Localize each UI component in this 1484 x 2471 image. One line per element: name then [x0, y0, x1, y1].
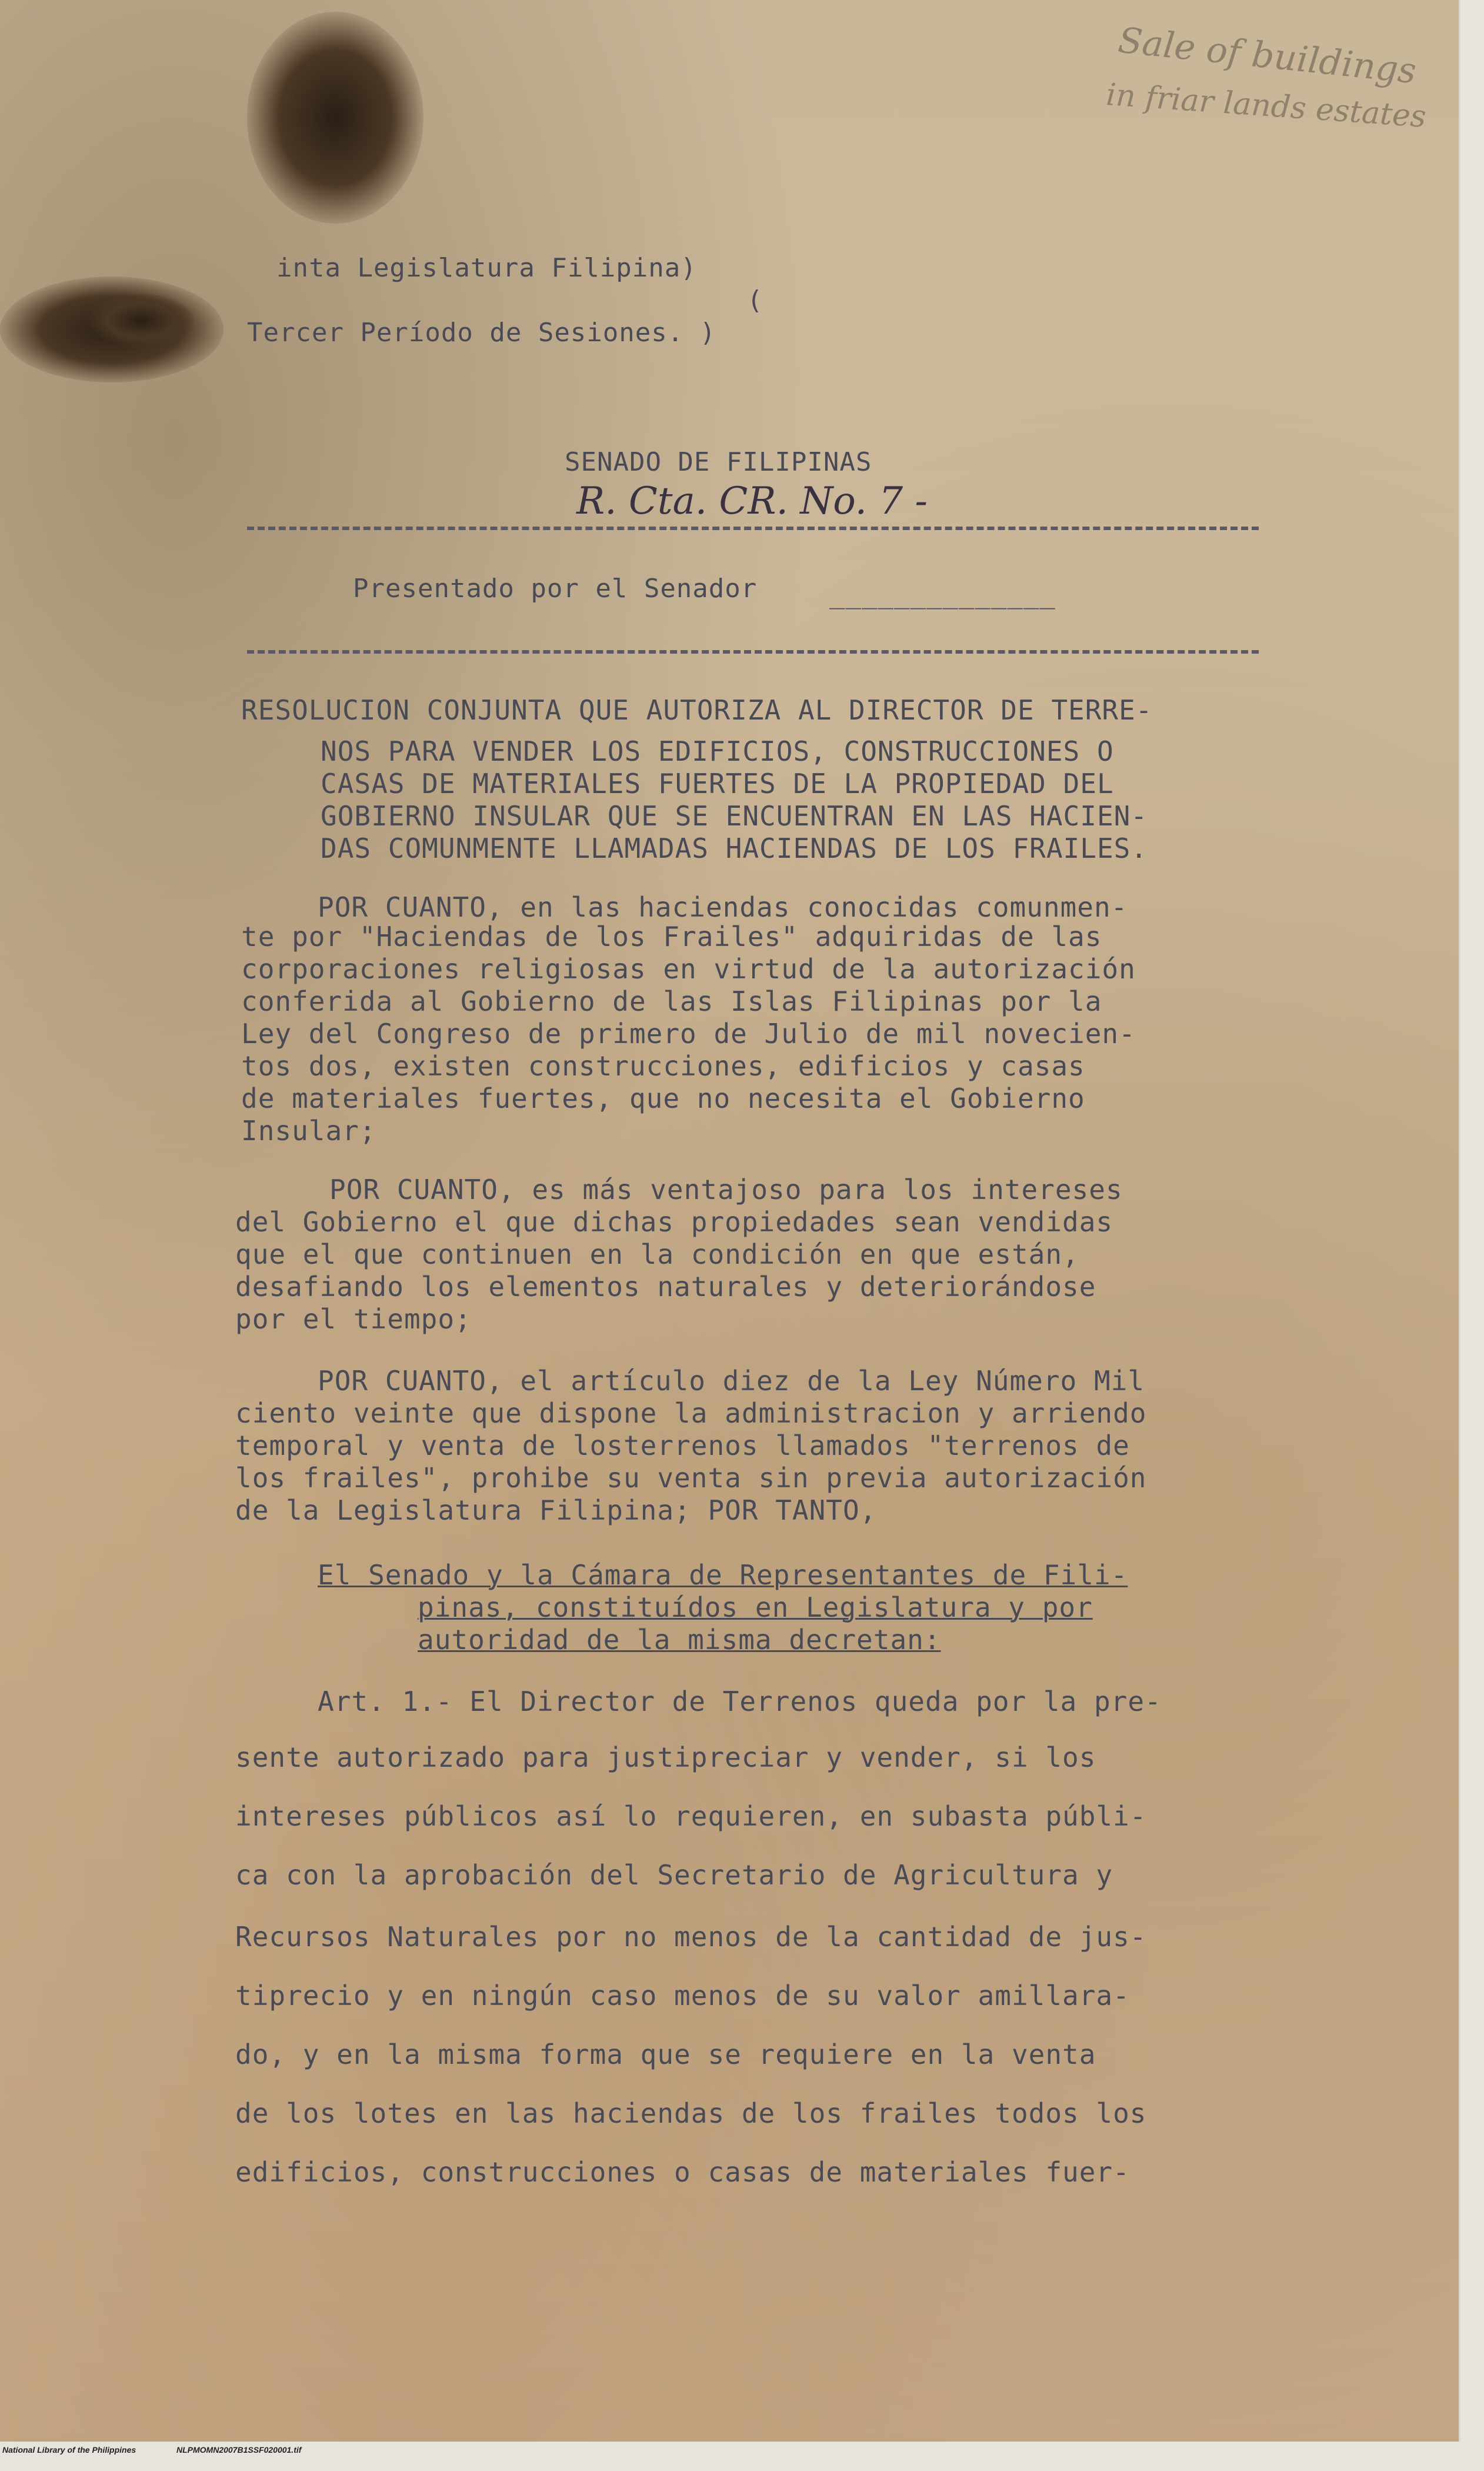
resolution-title-line: DAS COMUNMENTE LLAMADAS HACIENDAS DE LOS FRAILES.	[321, 832, 1148, 864]
dashed-rule-top	[247, 527, 1259, 530]
resolution-title-line: CASAS DE MATERIALES FUERTES DE LA PROPIEDAD DEL	[321, 768, 1114, 800]
resolution-title-line: NOS PARA VENDER LOS EDIFICIOS, CONSTRUCCIONES O	[321, 735, 1114, 767]
article-1-line: de los lotes en las haciendas de los frailes todos los	[235, 2097, 1147, 2129]
article-1-line: Recursos Naturales por no menos de la cantidad de jus-	[235, 1921, 1147, 1953]
enacting-clause-line: El Senado y la Cámara de Representantes de Fili-	[318, 1559, 1128, 1591]
scan-margin	[1460, 0, 1484, 2471]
article-1-line: sente autorizado para justipreciar y vender, si los	[235, 1741, 1096, 1773]
whereas-2-line: que el que continuen en la condición en que están,	[235, 1238, 1079, 1270]
whereas-1-line: tos dos, existen construcciones, edificios y casas	[241, 1050, 1085, 1082]
handwritten-number: R. Cta. CR. No. 7 -	[576, 479, 928, 523]
whereas-1-line: de materiales fuertes, que no necesita el Gobierno	[241, 1083, 1085, 1114]
pencil-annotation-line2: in friar lands estates	[1105, 77, 1428, 135]
whereas-3-line: POR CUANTO, el artículo diez de la Ley Número Mil	[318, 1365, 1145, 1397]
resolution-title-line: RESOLUCION CONJUNTA QUE AUTORIZA AL DIRECTOR DE TERRE-	[241, 694, 1153, 726]
article-1-line: ca con la aprobación del Secretario de Agricultura y	[235, 1859, 1113, 1891]
footer-filename: NLPMOMN2007B1SSF020001.tif	[176, 2445, 302, 2455]
legislature-line: inta Legislatura Filipina)	[276, 253, 697, 283]
footer-library: National Library of the Philippines	[2, 2445, 136, 2455]
article-1-line: intereses públicos así lo requieren, en subasta públi-	[235, 1800, 1147, 1832]
article-1-line: tiprecio y en ningún caso menos de su valor amillara-	[235, 1980, 1130, 2012]
pencil-annotation-line1: Sale of buildings	[1116, 19, 1419, 92]
whereas-2-line: por el tiempo;	[235, 1303, 472, 1335]
article-1-line: do, y en la misma forma que se requiere en la venta	[235, 2039, 1096, 2070]
presented-by-blank: ______________	[829, 580, 1056, 610]
whereas-1-line: Insular;	[241, 1115, 376, 1147]
whereas-1-line: corporaciones religiosas en virtud de la autorización	[241, 953, 1136, 985]
whereas-1-line: te por "Haciendas de los Frailes" adquiridas de las	[241, 921, 1102, 953]
article-1-line: Art. 1.- El Director de Terrenos queda por la pre-	[318, 1686, 1162, 1717]
whereas-3-line: ciento veinte que dispone la administracion y arriendo	[235, 1397, 1147, 1429]
enacting-clause-line: pinas, constituídos en Legislatura y por	[418, 1591, 1093, 1623]
whereas-2-line: desafiando los elementos naturales y deteriorándose	[235, 1271, 1096, 1303]
whereas-2-line: POR CUANTO, es más ventajoso para los intereses	[329, 1174, 1123, 1205]
whereas-3-line: de la Legislatura Filipina; POR TANTO,	[235, 1494, 877, 1526]
enacting-clause-line: autoridad de la misma decretan:	[418, 1624, 941, 1656]
whereas-1-line: POR CUANTO, en las haciendas conocidas comunmen-	[318, 891, 1128, 923]
whereas-3-line: temporal y venta de losterrenos llamados "terrenos de	[235, 1430, 1130, 1461]
whereas-1-line: Ley del Congreso de primero de Julio de mil novecien-	[241, 1018, 1136, 1050]
session-line: Tercer Período de Sesiones. )	[247, 318, 716, 348]
dashed-rule-bottom	[247, 650, 1259, 654]
senate-title: SENADO DE FILIPINAS	[565, 447, 872, 477]
scan-footer	[0, 2442, 1484, 2471]
whereas-2-line: del Gobierno el que dichas propiedades sean vendidas	[235, 1206, 1113, 1238]
burn-stain	[247, 12, 423, 224]
whereas-3-line: los frailes", prohibe su venta sin previa autorización	[235, 1462, 1147, 1494]
article-1-line: edificios, construcciones o casas de materiales fuer-	[235, 2156, 1130, 2188]
header-bracket: (	[747, 285, 763, 315]
resolution-title-line: GOBIERNO INSULAR QUE SE ENCUENTRAN EN LAS HACIEN-	[321, 800, 1148, 832]
whereas-1-line: conferida al Gobierno de las Islas Filipinas por la	[241, 985, 1102, 1017]
burn-stain-mid	[88, 294, 194, 347]
presented-by-label: Presentado por el Senador	[353, 574, 758, 604]
